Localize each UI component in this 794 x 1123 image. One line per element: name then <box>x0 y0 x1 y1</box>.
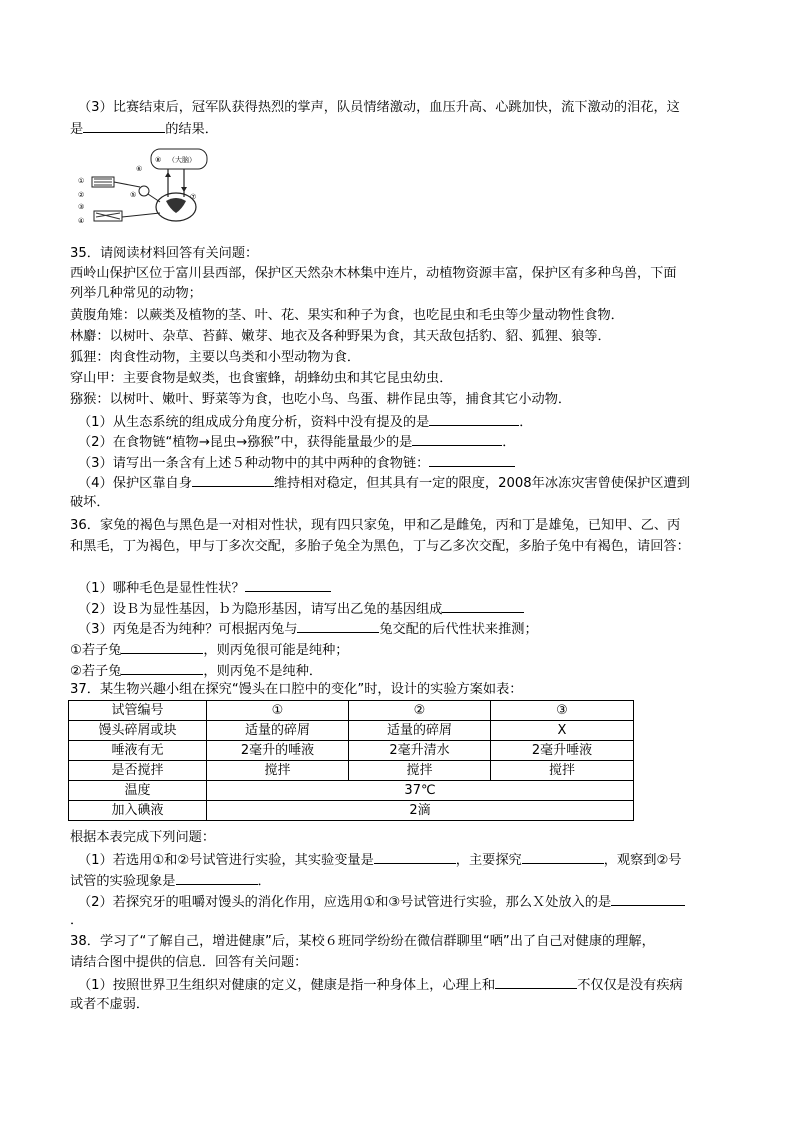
q35-animal-5: 猕猴：以树叶、嫩叶、野菜等为食，也吃小鸟、鸟蛋、耕作昆虫等，捕食其它小动物． <box>70 392 572 407</box>
table-cell: 适量的碎屑 <box>207 721 349 741</box>
answer-blank[interactable] <box>192 472 274 487</box>
label-5: ④ <box>78 217 85 225</box>
q36-case-2 <box>70 660 322 682</box>
q36-sub-2 <box>78 598 524 620</box>
table-cell: 37℃ <box>207 781 634 801</box>
text: ． <box>257 874 271 889</box>
answer-blank[interactable] <box>442 598 524 613</box>
answer-blank[interactable] <box>121 660 203 675</box>
text: ，则丙兔不是纯种． <box>203 664 323 679</box>
table-row <box>69 741 634 761</box>
text: （3）请写出一条含有上述５种动物中的其中两种的食物链： <box>78 456 430 471</box>
q35-para2: 列举几种常见的动物； <box>70 286 202 301</box>
answer-blank[interactable] <box>495 974 577 989</box>
text: ，主要探究 <box>455 853 522 868</box>
table-row <box>69 761 634 781</box>
text: （2）在食物链“植物→昆虫→猕猴”中，获得能量最少的是 <box>78 435 413 450</box>
text: 试管的实验现象是 <box>70 874 176 889</box>
answer-blank[interactable] <box>611 891 685 906</box>
text: 兔交配的后代性状来推测； <box>379 622 538 637</box>
q35-sub-4 <box>78 472 690 494</box>
q35-sub-1 <box>78 411 532 433</box>
label-8: ⑦ <box>190 193 197 201</box>
answer-blank[interactable] <box>121 639 203 654</box>
table-row <box>69 801 634 821</box>
label-3: ② <box>78 191 85 199</box>
text: ①若子兔 <box>70 643 122 658</box>
table-cell: 搅拌 <box>207 761 349 781</box>
table-cell: ① <box>207 701 349 721</box>
q38-para1: 38．学习了“了解自己，增进健康”后，某校６班同学纷纷在微信群聊里“晒”出了自己对健康的理解， <box>70 934 655 949</box>
text: 维持相对稳定，但其具有一定的限度，2008年冰冻灾害曾使保护区遭到 <box>273 476 690 491</box>
q37-sub-2-cont: ． <box>70 913 84 928</box>
answer-blank[interactable] <box>429 452 515 467</box>
q35-title: 35．请阅读材料回答有关问题： <box>70 246 259 261</box>
q36-sub-3 <box>78 618 538 640</box>
q35-para1: 西岭山保护区位于富川县西部，保护区天然杂木林集中连片，动植物资源丰富，保护区有多种鸟兽，下面 <box>70 266 677 281</box>
q37-after: 根据本表完成下列问题： <box>70 830 216 845</box>
label-2: ① <box>78 177 85 185</box>
label-1: ⑧ <box>155 156 162 164</box>
table-cell: 加入碘液 <box>69 801 207 821</box>
experiment-table <box>68 700 634 821</box>
q37-sub-1-cont <box>70 870 271 892</box>
text: （4）保护区靠自身 <box>78 476 192 491</box>
text: ②若子兔 <box>70 664 122 679</box>
text: （2）设Ｂ为显性基因，ｂ为隐形基因，请写出乙兔的基因组成 <box>78 602 443 617</box>
q36-case-1 <box>70 639 348 661</box>
q34-3-line2 <box>70 118 218 140</box>
answer-blank[interactable] <box>297 618 379 633</box>
table-cell: 搅拌 <box>491 761 634 781</box>
table-cell: 2毫升的唾液 <box>207 741 349 761</box>
text: （2）若探究牙的咀嚼对馒头的消化作用，应选用①和③号试管进行实验，那么Ｘ处放入的是 <box>78 895 612 910</box>
text: 是 <box>70 122 84 137</box>
text: （1）按照世界卫生组织对健康的定义，健康是指一种身体上，心理上和 <box>78 978 496 993</box>
text: （1）若选用①和②号试管进行实验，其实验变量是 <box>78 853 374 868</box>
text: ，则丙兔很可能是纯种； <box>203 643 349 658</box>
answer-blank[interactable] <box>245 577 331 592</box>
text: （1）哪种毛色是显性性状？ <box>78 581 245 596</box>
table-cell: 2滴 <box>207 801 634 821</box>
brain-label: （大脑） <box>168 156 196 164</box>
table-row <box>69 781 634 801</box>
q36-para2: 和黑毛，丁为褐色，甲与丁多次交配，多胎子兔全为黑色，丁与乙多次交配，多胎子兔中有褐色，请回答： <box>70 539 690 554</box>
q35-animal-1: 黄腹角雉：以蕨类及植物的茎、叶、花、果实和种子为食，也吃昆虫和毛虫等少量动物性食物． <box>70 308 624 323</box>
answer-blank[interactable] <box>374 849 456 864</box>
table-cell: ③ <box>491 701 634 721</box>
table-cell: 搅拌 <box>349 761 491 781</box>
table-row <box>69 721 634 741</box>
table-cell: ② <box>349 701 491 721</box>
table-cell: 温度 <box>69 781 207 801</box>
q37-title: 37．某生物兴趣小组在探究“馒头在口腔中的变化”时，设计的实验方案如表： <box>70 682 523 697</box>
q35-sub-4-cont: 破坏． <box>70 495 110 510</box>
table-cell: 是否搅拌 <box>69 761 207 781</box>
table-cell: 2毫升唾液 <box>491 741 634 761</box>
q38-sub-1-cont: 或者不虚弱． <box>70 997 150 1012</box>
q36-para1: 36．家兔的褐色与黑色是一对相对性状，现有四只家兔，甲和乙是雌兔，丙和丁是雄兔，已知甲、乙、丙 <box>70 518 681 533</box>
q38-sub-1 <box>78 974 683 996</box>
q37-sub-1 <box>78 849 682 871</box>
text: ． <box>519 415 533 430</box>
answer-blank[interactable] <box>83 118 165 133</box>
q35-sub-2 <box>78 431 515 453</box>
table-cell: 适量的碎屑 <box>349 721 491 741</box>
text: 的结果． <box>165 122 218 137</box>
q34-3-line1: （3）比赛结束后，冠军队获得热烈的掌声，队员情绪激动，血压升高、心跳加快，流下激动的泪花，这 <box>78 100 680 115</box>
table-cell: 试管编号 <box>69 701 207 721</box>
table-cell: 唾液有无 <box>69 741 207 761</box>
table-cell: 2毫升清水 <box>349 741 491 761</box>
reflex-arc-diagram <box>78 147 218 235</box>
answer-blank[interactable] <box>429 411 519 426</box>
q35-animal-3: 狐狸：肉食性动物，主要以鸟类和小型动物为食． <box>70 350 361 365</box>
text: （1）从生态系统的组成成分角度分析，资料中没有提及的是 <box>78 415 430 430</box>
q35-animal-2: 林麝：以树叶、杂草、苔藓、嫩芽、地衣及各种野果为食，其天敌包括豹、貂、狐狸、狼等． <box>70 329 611 344</box>
text: ，观察到②号 <box>603 853 682 868</box>
text: （3）丙兔是否为纯种？可根据丙兔与 <box>78 622 298 637</box>
q36-sub-1 <box>78 577 331 599</box>
answer-blank[interactable] <box>176 870 258 885</box>
table-header-row <box>69 701 634 721</box>
answer-blank[interactable] <box>522 849 604 864</box>
label-6: ⑤ <box>130 191 137 199</box>
label-7: ⑥ <box>136 165 143 173</box>
q37-sub-2 <box>78 891 685 913</box>
q35-animal-4: 穿山甲：主要食物是蚁类，也食蜜蜂，胡蜂幼虫和其它昆虫幼虫． <box>70 371 453 386</box>
text: ． <box>502 435 516 450</box>
label-4: ③ <box>78 203 85 211</box>
answer-blank[interactable] <box>412 431 502 446</box>
table-cell: 馒头碎屑或块 <box>69 721 207 741</box>
text: 不仅仅是没有疾病 <box>577 978 683 993</box>
table-cell: X <box>491 721 634 741</box>
q35-sub-3 <box>78 452 515 474</box>
q38-para2: 请结合图中提供的信息．回答有关问题： <box>70 955 308 970</box>
